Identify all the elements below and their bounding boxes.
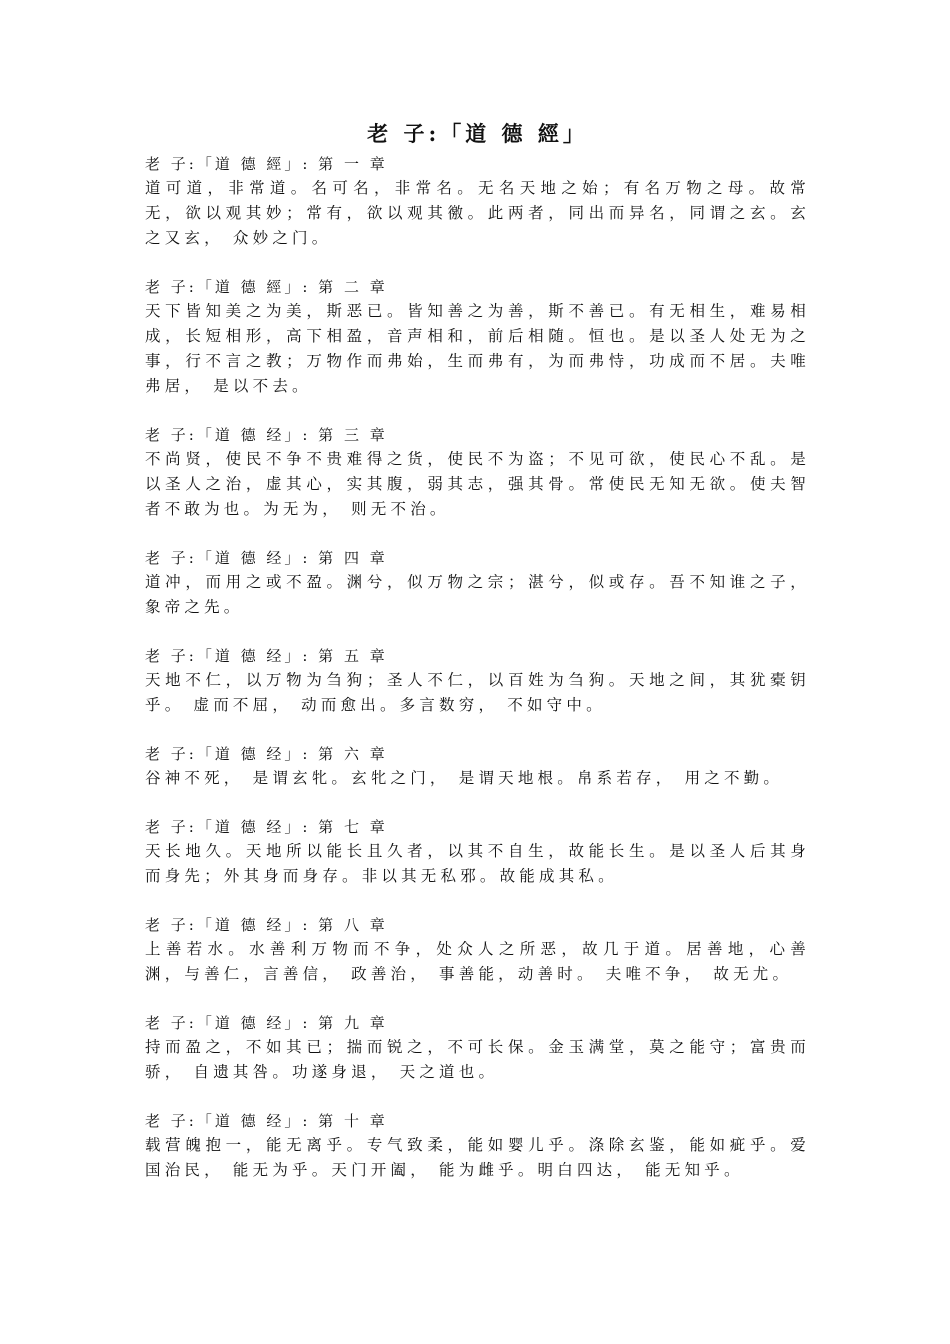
chapter-heading: 老 子:「道 德 经」: 第 九 章 (145, 1014, 388, 1032)
chapter-heading: 老 子:「道 德 经」: 第 八 章 (145, 916, 388, 934)
chapter-9 (145, 1011, 810, 1085)
chapter-4 (145, 546, 810, 620)
chapter-1 (145, 152, 810, 251)
chapter-heading: 老 子:「道 德 经」: 第 十 章 (145, 1112, 388, 1130)
chapter-text: 天长地久。天地所以能长且久者，以其不自生，故能长生。是以圣人后其身而身先；外其身而身存。非以其无私邪。故能成其私。 (145, 842, 810, 885)
chapter-text: 道冲，而用之或不盈。渊兮，似万物之宗；湛兮，似或存。吾不知谁之子，象帝之先。 (145, 573, 810, 616)
chapter-text: 持而盈之，不如其已；揣而锐之，不可长保。金玉满堂，莫之能守；富贵而骄， 自遗其咎。功遂身退， 天之道也。 (145, 1038, 810, 1081)
chapter-text: 天地不仁，以万物为刍狗；圣人不仁，以百姓为刍狗。天地之间，其犹橐钥乎。 虚而不屈， 动而愈出。多言数穷， 不如守中。 (145, 671, 810, 714)
chapter-7 (145, 815, 810, 889)
chapter-8 (145, 913, 810, 987)
chapter-3 (145, 423, 810, 522)
chapter-6 (145, 742, 810, 791)
chapter-heading: 老 子:「道 德 经」: 第 七 章 (145, 818, 388, 836)
chapter-text: 上善若水。水善利万物而不争，处众人之所恶，故几于道。居善地，心善渊，与善仁，言善信， 政善治， 事善能，动善时。 夫唯不争， 故无尤。 (145, 940, 810, 983)
chapter-5 (145, 644, 810, 718)
chapter-heading: 老 子:「道 德 经」: 第 六 章 (145, 745, 388, 763)
chapter-text: 天下皆知美之为美，斯恶已。皆知善之为善，斯不善已。有无相生，难易相成，长短相形，高下相盈，音声相和，前后相随。恒也。是以圣人处无为之事，行不言之教；万物作而弗始，生而弗有，为而弗恃，功成而不居。夫唯弗居， 是以不去。 (145, 302, 810, 395)
chapter-text: 道可道，非常道。名可名，非常名。无名天地之始；有名万物之母。故常无，欲以观其妙；常有，欲以观其徼。此两者，同出而异名，同谓之玄。玄之又玄， 众妙之门。 (145, 179, 810, 247)
chapter-heading: 老 子:「道 德 經」: 第 二 章 (145, 278, 388, 296)
chapter-text: 载营魄抱一，能无离乎。专气致柔，能如婴儿乎。涤除玄鉴，能如疵乎。爱国治民， 能无为乎。天门开阖， 能为雌乎。明白四达， 能无知乎。 (145, 1136, 810, 1179)
chapter-text: 谷神不死， 是谓玄牝。玄牝之门， 是谓天地根。帛系若存， 用之不勤。 (145, 769, 784, 787)
document-page (145, 118, 810, 1207)
document-title: 老 子:「道 德 經」 (367, 121, 588, 146)
chapter-text: 不尚贤，使民不争不贵难得之货，使民不为盗；不见可欲，使民心不乱。是以圣人之治，虚其心，实其腹，弱其志，强其骨。常使民无知无欲。使夫智者不敢为也。为无为， 则无不治。 (145, 450, 810, 518)
chapter-2 (145, 275, 810, 399)
chapter-heading: 老 子:「道 德 经」: 第 三 章 (145, 426, 388, 444)
chapter-heading: 老 子:「道 德 經」: 第 一 章 (145, 155, 388, 173)
chapter-heading: 老 子:「道 德 经」: 第 五 章 (145, 647, 388, 665)
chapter-heading: 老 子:「道 德 经」: 第 四 章 (145, 549, 388, 567)
chapter-10 (145, 1109, 810, 1183)
